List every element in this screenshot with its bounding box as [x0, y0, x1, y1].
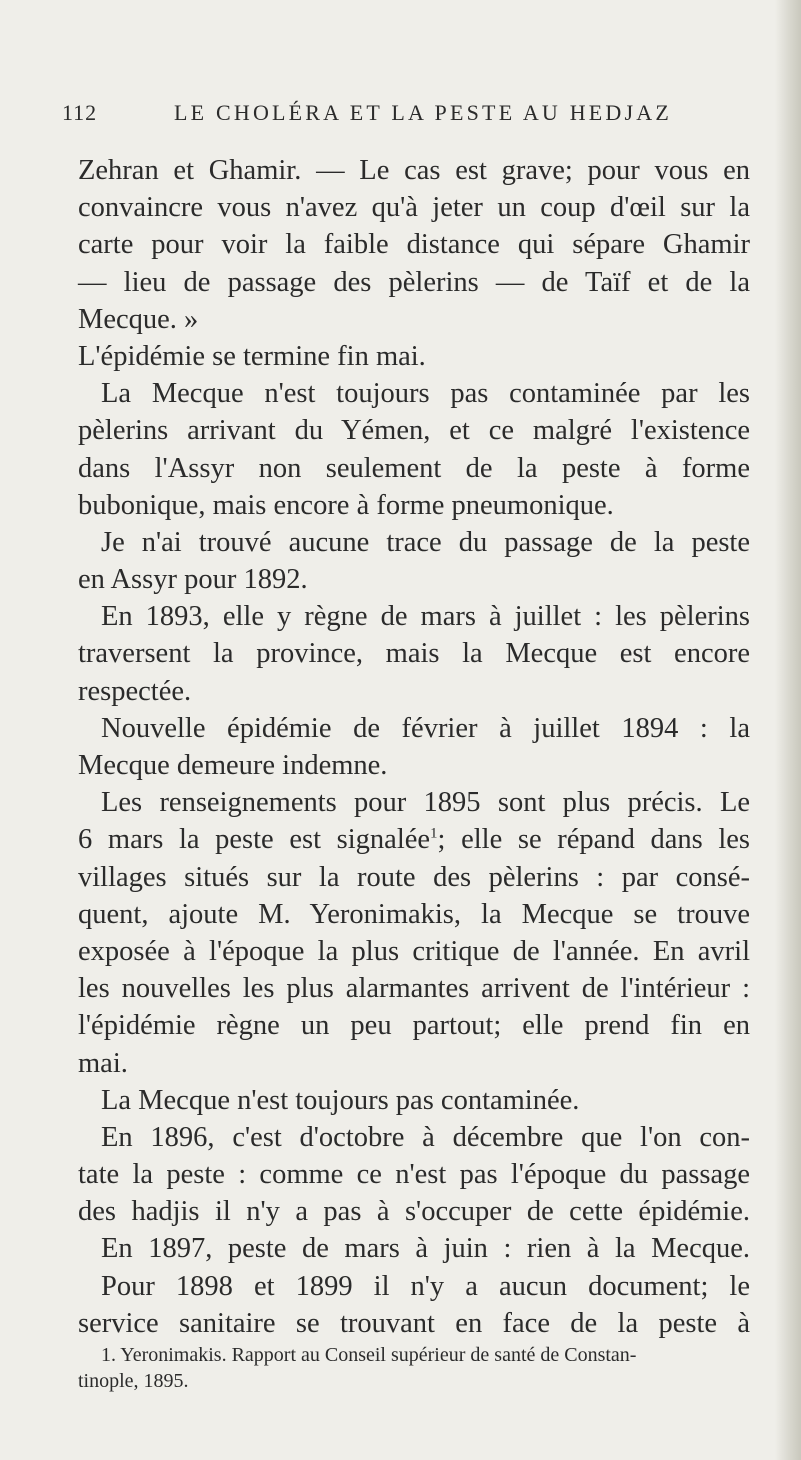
- text-line: En 1893, elle y règne de mars à juillet : les pèlerins: [101, 601, 750, 633]
- text-line: Mecque. »: [78, 303, 199, 335]
- text-line: les nouvelles les plus alarmantes arrivent de l'intérieur :: [78, 973, 750, 1005]
- text-line: Zehran et Ghamir. — Le cas est grave; pour vous en: [78, 155, 750, 186]
- text-line: En 1896, c'est d'octobre à décembre que l'on con-: [101, 1121, 750, 1153]
- text-line: tate la peste : comme ce n'est pas l'époque du passage: [78, 1159, 750, 1191]
- text-fragment: 6 mars la peste est signalée: [78, 824, 431, 856]
- text-line: en Assyr pour 1892.: [78, 564, 308, 596]
- text-line: La Mecque n'est toujours pas contaminée par les: [101, 378, 750, 410]
- footnote-reference: 1: [430, 825, 438, 842]
- text-line-with-footnote-ref: [78, 821, 750, 858]
- text-line: Je n'ai trouvé aucune trace du passage de la peste: [101, 526, 750, 558]
- text-line: L'épidémie se termine fin mai.: [78, 340, 426, 372]
- page-edge-shadow: [775, 0, 801, 1460]
- text-line: respectée.: [78, 675, 192, 707]
- footnote-line: tinople, 1895.: [78, 1370, 189, 1392]
- text-line: carte pour voir la faible distance qui sépare Ghamir: [78, 229, 750, 261]
- text-line: La Mecque n'est toujours pas contaminée.: [101, 1084, 580, 1116]
- text-line: villages situés sur la route des pèlerins : par consé-: [78, 861, 750, 893]
- page-number: 112: [62, 100, 98, 125]
- text-line: service sanitaire se trouvant en face de la peste à: [78, 1307, 750, 1339]
- text-line: dans l'Assyr non seulement de la peste à forme: [78, 452, 750, 484]
- text-line: des hadjis il n'y a pas à s'occuper de cette épidémie.: [78, 1196, 750, 1228]
- text-line: En 1897, peste de mars à juin : rien à la Mecque.: [101, 1233, 750, 1265]
- text-line: exposée à l'époque la plus critique de l'année. En avril: [78, 935, 750, 967]
- page-header: [62, 100, 752, 130]
- text-line: Mecque demeure indemne.: [78, 750, 388, 781]
- running-title: LE CHOLÉRA ET LA PESTE AU HEDJAZ: [174, 100, 672, 125]
- text-line: Les renseignements pour 1895 sont plus précis. Le: [101, 787, 750, 819]
- text-line: Pour 1898 et 1899 il n'y a aucun document; le: [101, 1270, 750, 1302]
- footnote-line: 1. Yeronimakis. Rapport au Conseil supérieur de santé de Constan-: [101, 1344, 637, 1366]
- text-line: quent, ajoute M. Yeronimakis, la Mecque se trouve: [78, 898, 750, 930]
- body-text: [78, 152, 750, 1342]
- text-line: traversent la province, mais la Mecque est encore: [78, 638, 750, 670]
- text-fragment: ; elle se répand dans les: [437, 824, 751, 856]
- text-line: mai.: [78, 1047, 128, 1079]
- text-line: Nouvelle épidémie de février à juillet 1894 : la: [101, 712, 750, 744]
- text-line: convaincre vous n'avez qu'à jeter un coup d'œil sur la: [78, 192, 750, 224]
- text-line: bubonique, mais encore à forme pneumonique.: [78, 489, 614, 521]
- text-line: l'épidémie règne un peu partout; elle prend fin en: [78, 1010, 750, 1042]
- text-line: — lieu de passage des pèlerins — de Taïf et de la: [78, 266, 750, 298]
- text-line: pèlerins arrivant du Yémen, et ce malgré l'existence: [78, 415, 750, 447]
- footnote: [78, 1342, 750, 1394]
